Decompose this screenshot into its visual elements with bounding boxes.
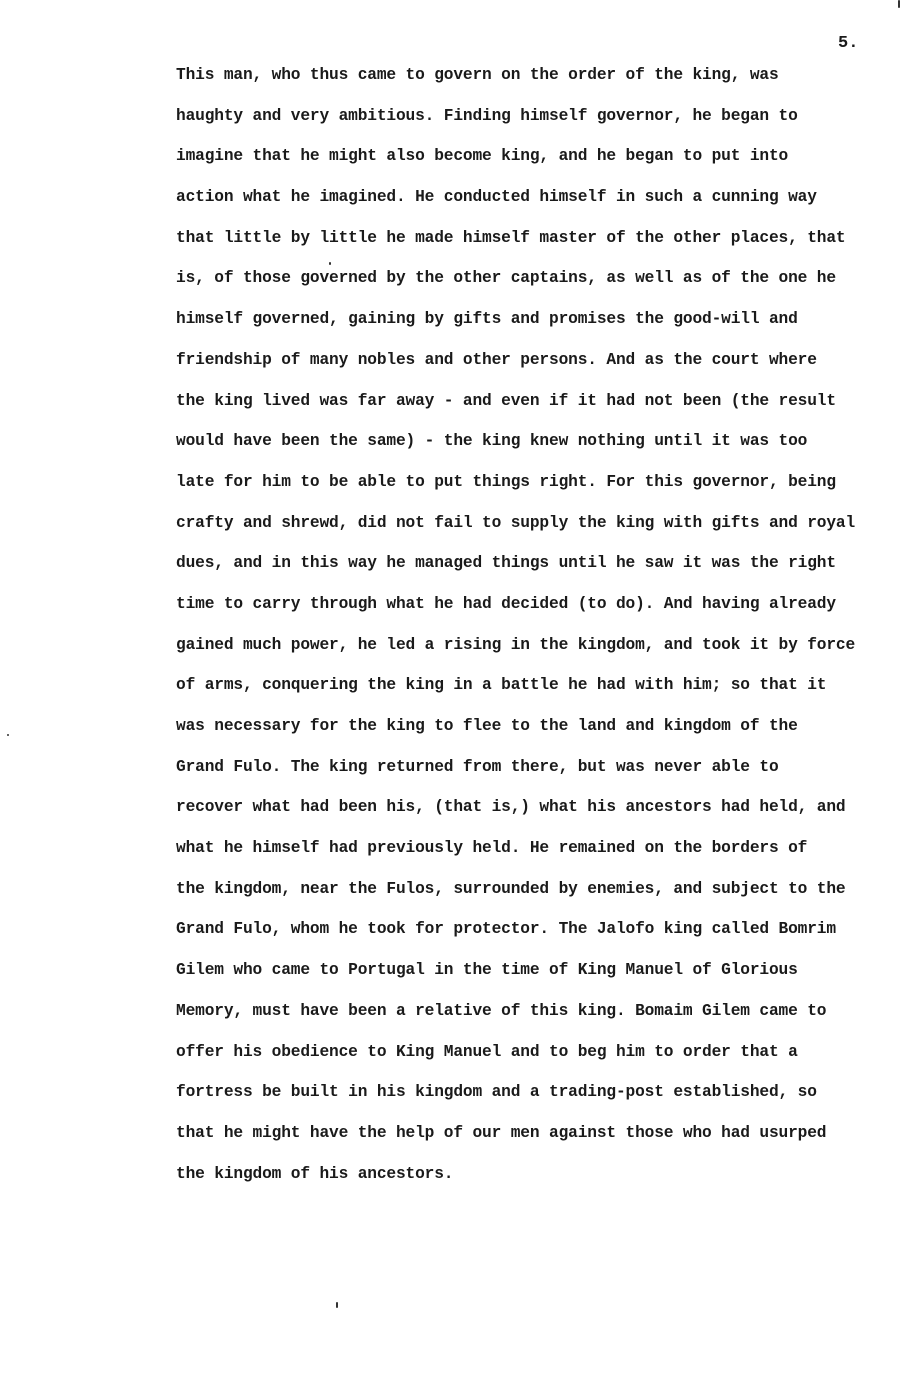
text-line: haughty and very ambitious. Finding himself governor, he began to (176, 106, 798, 125)
text-line: Grand Fulo, whom he took for protector. The Jalofo king called Bomrim (176, 920, 836, 939)
text-line: This man, who thus came to govern on the order of the king, was (176, 66, 779, 84)
scan-mark (898, 0, 900, 8)
text-line: is, of those governed by the other captains, as well as of the one he (176, 269, 836, 288)
text-line: time to carry through what he had decided (to do). And having already (176, 594, 836, 613)
text-line: dues, and in this way he managed things until he saw it was the right (176, 554, 836, 573)
text-line: late for him to be able to put things right. For this governor, being (176, 472, 836, 491)
text-line: action what he imagined. He conducted himself in such a cunning way (176, 188, 817, 207)
scan-mark (336, 1302, 338, 1308)
text-line: imagine that he might also become king, and he began to put into (176, 147, 789, 166)
text-line: would have been the same) - the king knew nothing until it was too (176, 432, 808, 451)
text-line: gained much power, he led a rising in the kingdom, and took it by force (176, 635, 856, 654)
text-line: the kingdom, near the Fulos, surrounded by enemies, and subject to the (176, 879, 846, 898)
text-line: himself governed, gaining by gifts and promises the good-will and (176, 310, 798, 329)
text-line: friendship of many nobles and other persons. And as the court where (176, 350, 817, 369)
text-line: Grand Fulo. The king returned from there, but was never able to (176, 757, 779, 776)
body-text (176, 60, 888, 1199)
text-line: was necessary for the king to flee to the land and kingdom of the (176, 717, 798, 735)
text-line: crafty and shrewd, did not fail to supply the king with gifts and royal (176, 513, 856, 532)
text-line: that little by little he made himself master of the other places, that (176, 228, 846, 247)
text-line: that he might have the help of our men against those who had usurped (176, 1123, 827, 1142)
scan-mark (7, 734, 9, 736)
text-line: what he himself had previously held. He remained on the borders of (176, 839, 808, 858)
text-line: fortress be built in his kingdom and a trading-post established, so (176, 1083, 817, 1102)
page-number: 5. (838, 34, 859, 53)
text-line: Gilem who came to Portugal in the time of King Manuel of Glorious (176, 961, 798, 980)
text-line: Memory, must have been a relative of this king. Bomaim Gilem came to (176, 1001, 827, 1020)
text-line: of arms, conquering the king in a battle he had with him; so that it (176, 676, 827, 695)
text-line: recover what had been his, (that is,) what his ancestors had held, and (176, 798, 846, 817)
text-line: offer his obedience to King Manuel and to beg him to order that a (176, 1042, 798, 1061)
text-line: the kingdom of his ancestors. (176, 1164, 454, 1183)
text-line: the king lived was far away - and even if it had not been (the result (176, 391, 836, 410)
